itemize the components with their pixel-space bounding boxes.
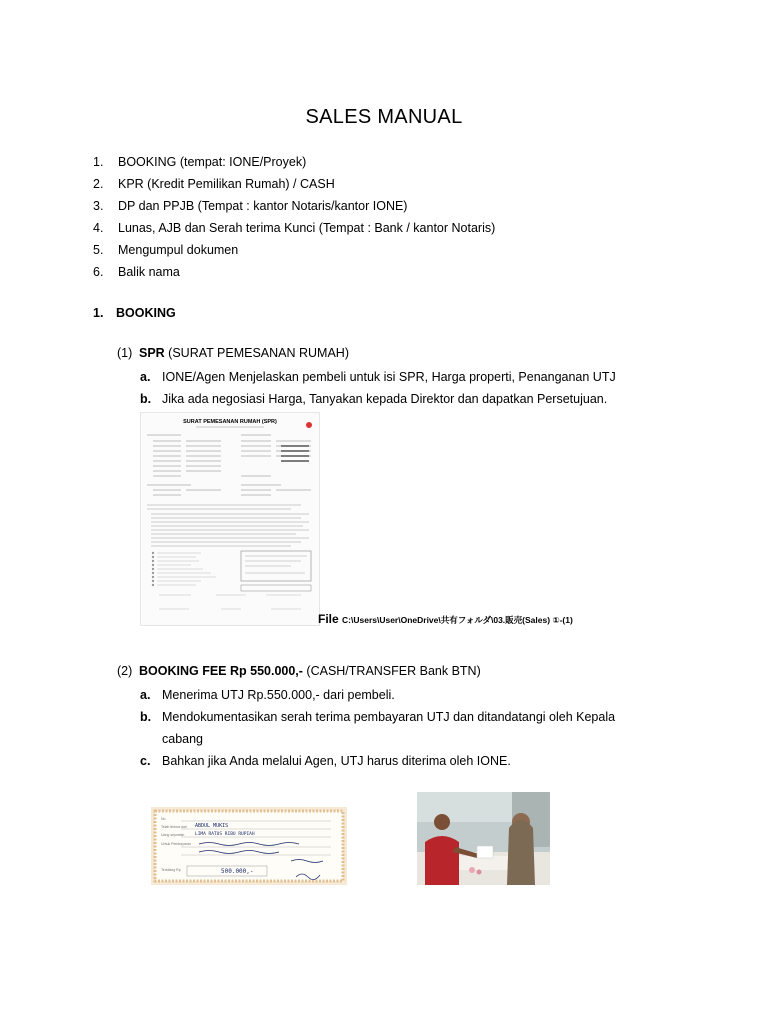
toc-item: 2. KPR (Kredit Pemilikan Rumah) / CASH [93, 177, 335, 191]
list-item: c. Bahkan jika Anda melalui Agen, UTJ harus diterima oleh IONE. [140, 754, 511, 768]
receipt-image [151, 807, 347, 885]
toc-item: 6. Balik nama [93, 265, 180, 279]
spr-item-list [140, 366, 632, 410]
form-heading: SURAT PEMESANAN RUMAH (SPR) [183, 419, 277, 425]
subsection-spr: (1) SPR (SURAT PEMESANAN RUMAH) [117, 346, 349, 360]
list-item: b. Jika ada negosiasi Harga, Tanyakan kepada Direktor dan dapatkan Persetujuan. [140, 392, 608, 406]
subsection-booking-fee: (2) BOOKING FEE Rp 550.000,- (CASH/TRANSFER Bank BTN) [117, 664, 481, 678]
photo-drawing [417, 792, 550, 885]
handover-photo [417, 792, 550, 885]
svg-text:Telah terima dari: Telah terima dari [161, 825, 187, 829]
file-path-caption: File C:\Users\User\OneDrive\共有フォルダ\03.販売(Sales) ①-(1) [318, 612, 573, 626]
receipt-drawing [151, 807, 347, 885]
list-item: a. Menerima UTJ Rp.550.000,- dari pembeli. [140, 688, 395, 702]
svg-text:Untuk Pembayaran: Untuk Pembayaran [161, 842, 191, 846]
booking-fee-item-list [140, 684, 632, 772]
list-item: b. Mendokumentasikan serah terima pembayaran UTJ dan ditandatangi oleh Kepala cabang [140, 710, 616, 746]
spr-form-image [140, 412, 320, 626]
receipt-amount-words: LIMA RATUS RIBU RUPIAH [195, 832, 255, 837]
receipt-amount: 500.000,- [221, 868, 254, 875]
svg-text:Terbilang Rp: Terbilang Rp [161, 868, 181, 872]
toc-item: 3. DP dan PPJB (Tempat : kantor Notaris/kantor IONE) [93, 199, 408, 213]
list-item: a. IONE/Agen Menjelaskan pembeli untuk isi SPR, Harga properti, Penanganan UTJ [140, 370, 616, 384]
section-heading-booking: 1. BOOKING [93, 306, 176, 320]
svg-text:Uang sejumlah: Uang sejumlah [161, 833, 185, 837]
table-of-contents [93, 152, 495, 284]
spr-form-drawing [141, 413, 319, 625]
svg-text:No: No [161, 817, 166, 821]
toc-item: 4. Lunas, AJB dan Serah terima Kunci (Tempat : Bank / kantor Notaris) [93, 221, 496, 235]
toc-item: 5. Mengumpul dokumen [93, 243, 239, 257]
page-title: SALES MANUAL [305, 106, 463, 128]
receipt-payer-name: ABDUL MUKIS [195, 823, 229, 829]
toc-item: 1. BOOKING (tempat: IONE/Proyek) [93, 155, 307, 169]
